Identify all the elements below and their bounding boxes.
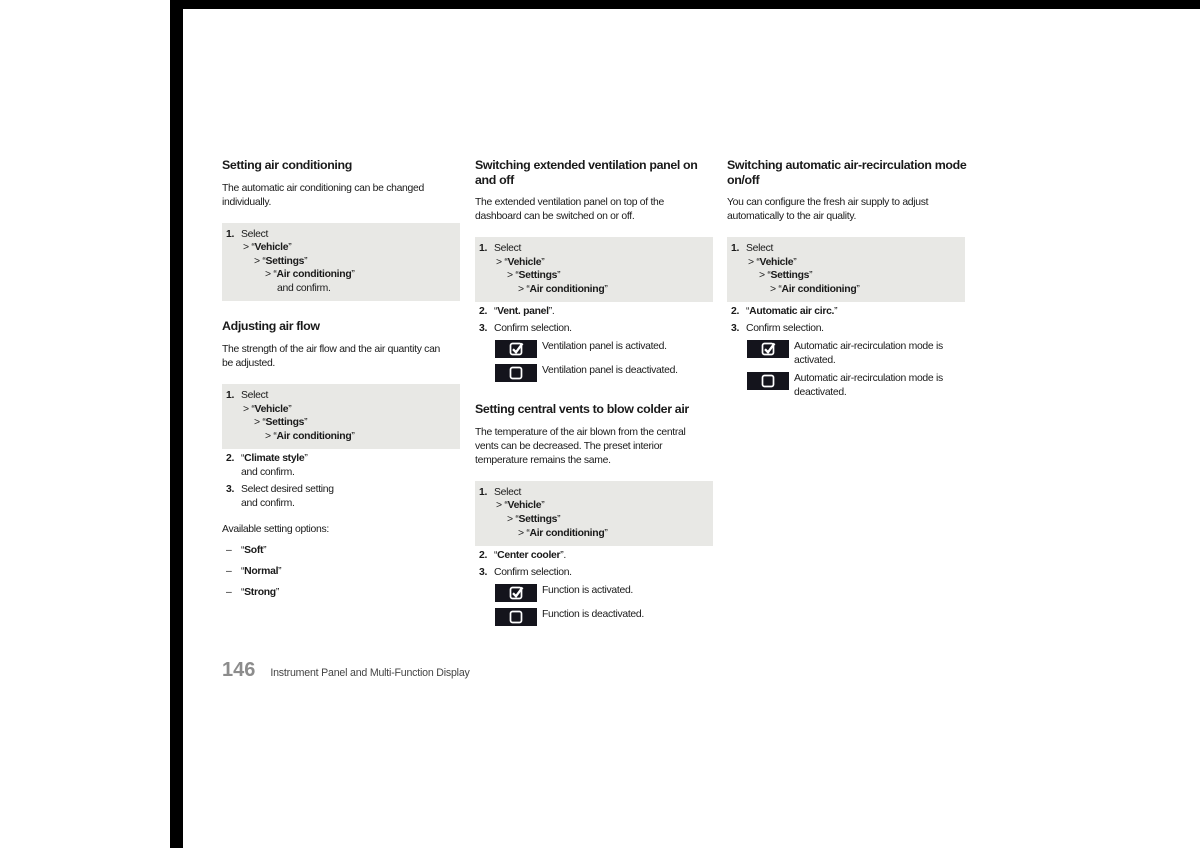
bold-text: Settings: [518, 514, 558, 526]
text: Select: [241, 389, 269, 401]
paragraph: [222, 182, 460, 210]
text-line: Switching extended ventilation panel on: [475, 158, 698, 172]
step-line: [241, 466, 460, 480]
status-row: [727, 340, 965, 368]
text: “: [746, 306, 750, 318]
menu-path-line: [727, 283, 965, 297]
text: ”: [278, 566, 282, 578]
bold-text: Air conditioning: [276, 269, 352, 281]
text: > “: [507, 270, 519, 282]
step-line: [241, 565, 460, 579]
text: ”: [351, 430, 355, 442]
menu-path-line: [222, 228, 460, 242]
list-item: [222, 544, 460, 558]
menu-path-line: [222, 430, 460, 444]
menu-path-line: [475, 242, 713, 256]
text: > “: [507, 514, 519, 526]
menu-path-box: [222, 223, 460, 302]
text: > “: [265, 269, 277, 281]
dash-marker: –: [226, 566, 232, 578]
bold-text: Normal: [244, 566, 279, 578]
menu-path-box: [475, 481, 713, 546]
text: and confirm.: [277, 282, 331, 294]
page-footer: [222, 659, 470, 682]
step-number: 3.: [479, 323, 488, 335]
bold-text: Vehicle: [507, 256, 542, 268]
text: ”: [263, 545, 267, 557]
text: ”: [541, 256, 545, 268]
step-number: 2.: [226, 453, 235, 465]
paragraph: [222, 523, 460, 537]
menu-path-line: [727, 269, 965, 283]
text: Confirm selection.: [746, 323, 824, 335]
bold-text: Soft: [244, 545, 264, 557]
step-line: [241, 497, 460, 511]
bold-text: Air conditioning: [781, 283, 857, 295]
step-line: [494, 566, 713, 580]
column: [727, 158, 965, 400]
section-heading: [475, 402, 713, 417]
bold-text: Climate style: [244, 453, 305, 465]
text-line: Setting central vents to blow colder air: [475, 402, 689, 417]
step-line: [241, 483, 460, 497]
text: > “: [518, 283, 530, 295]
text: “: [494, 550, 498, 562]
bold-text: Center cooler: [497, 550, 561, 562]
dash-marker: –: [226, 587, 232, 599]
step-item: [475, 305, 713, 319]
text: Select: [746, 243, 774, 254]
text: Select desired setting: [241, 484, 334, 496]
text: Confirm selection.: [494, 323, 572, 335]
text: ”: [288, 242, 292, 254]
step-number: 1.: [479, 243, 488, 254]
step-line: [746, 305, 965, 319]
text-line: The temperature of the air blown from the central: [475, 426, 686, 438]
bold-text: Settings: [518, 270, 558, 282]
text: “: [241, 453, 245, 465]
text: “: [494, 306, 498, 318]
paragraph: [475, 196, 713, 224]
step-line: [241, 544, 460, 558]
text: ”.: [548, 306, 555, 318]
step-number: 3.: [479, 567, 488, 579]
menu-path-line: [222, 255, 460, 269]
text: ”: [351, 269, 355, 281]
step-number: 1.: [479, 486, 488, 498]
status-row: [727, 372, 965, 400]
checkbox-unchecked-icon: [495, 364, 537, 382]
text: > “: [496, 256, 508, 268]
bold-text: Air conditioning: [529, 527, 605, 539]
menu-path-line: [475, 486, 713, 500]
text-line: Ventilation panel is activated.: [542, 341, 667, 353]
bold-text: Vehicle: [759, 256, 794, 268]
text: > “: [518, 527, 530, 539]
bold-text: Vehicle: [507, 500, 542, 512]
step-number: 1.: [226, 228, 235, 240]
bold-text: Vehicle: [254, 242, 289, 254]
text-line: Ventilation panel is deactivated.: [542, 365, 678, 377]
text-line: on/off: [727, 172, 760, 187]
step-number: 3.: [731, 323, 740, 335]
text: “: [241, 566, 245, 578]
section-heading: [727, 158, 965, 187]
menu-path-line: [475, 283, 713, 297]
bold-text: Automatic air circ.: [749, 306, 835, 318]
text: ”: [809, 270, 813, 282]
menu-path-line: [475, 269, 713, 283]
text: Select: [241, 228, 269, 240]
text-line: Function is deactivated.: [542, 609, 644, 621]
text: ”: [288, 403, 292, 415]
text: “: [241, 587, 245, 599]
text: “: [241, 545, 245, 557]
checkbox-checked-icon: [495, 584, 537, 602]
text: ”: [304, 417, 308, 429]
bold-text: Air conditioning: [276, 430, 352, 442]
step-number: 2.: [731, 306, 740, 318]
menu-path-line: [727, 256, 965, 270]
text: > “: [265, 430, 277, 442]
text-line: activated.: [794, 355, 836, 367]
column: [222, 158, 460, 600]
menu-path-line: [222, 403, 460, 417]
text: and confirm.: [241, 498, 295, 510]
text-line: be adjusted.: [222, 357, 276, 369]
menu-path-box: [727, 237, 965, 302]
status-row: [475, 584, 713, 604]
text-line: and off: [475, 172, 514, 187]
step-item: [727, 322, 965, 336]
text: > “: [759, 270, 771, 282]
text-line: Setting air conditioning: [222, 158, 352, 172]
column: [475, 158, 713, 628]
step-number: 3.: [226, 484, 235, 496]
bold-text: Strong: [244, 587, 276, 599]
text-line: automatically to the air quality.: [727, 211, 857, 222]
text: > “: [254, 255, 266, 267]
checkbox-checked-icon: [495, 340, 537, 358]
menu-path-line: [475, 513, 713, 527]
step-number: 1.: [226, 389, 235, 401]
menu-path-line: [222, 241, 460, 255]
text: > “: [243, 403, 255, 415]
status-text: [542, 609, 644, 620]
checkbox-checked-icon: [747, 340, 789, 358]
text-line: individually.: [222, 196, 272, 208]
menu-path-line: [222, 389, 460, 403]
text: ”: [557, 514, 561, 526]
text: Select: [494, 486, 522, 498]
text: ”: [304, 255, 308, 267]
step-item: [222, 483, 460, 511]
text-line: Available setting options:: [222, 524, 329, 536]
text: ”: [834, 306, 838, 318]
list-item: [222, 586, 460, 600]
section-heading: [222, 158, 460, 173]
bold-text: Vent. panel: [497, 306, 549, 318]
dash-marker: –: [226, 545, 232, 557]
text: > “: [748, 256, 760, 268]
paragraph: [222, 343, 460, 371]
text-line: deactivated.: [794, 387, 847, 399]
menu-path-line: [475, 527, 713, 541]
text-line: dashboard can be switched on or off.: [475, 211, 635, 222]
step-item: [475, 566, 713, 580]
text-line: temperature remains the same.: [475, 454, 611, 466]
text: Confirm selection.: [494, 567, 572, 579]
step-line: [494, 305, 713, 319]
step-item: [222, 452, 460, 480]
section-heading: [222, 319, 460, 334]
status-row: [475, 608, 713, 628]
text-line: vents can be decreased. The preset interior: [475, 440, 663, 452]
status-row: [475, 364, 713, 384]
step-line: [494, 549, 713, 563]
step-line: [241, 452, 460, 466]
bold-text: Vehicle: [254, 403, 289, 415]
step-line: [494, 322, 713, 336]
menu-path-box: [222, 384, 460, 449]
text: > “: [496, 500, 508, 512]
list-item: [222, 565, 460, 579]
menu-path-line: [222, 268, 460, 282]
page-edge-left: [170, 0, 183, 848]
page-edge-top: [170, 0, 1200, 9]
status-text: [794, 341, 943, 366]
menu-path-line: [727, 242, 965, 256]
menu-path-line: [222, 416, 460, 430]
text: ”: [557, 270, 561, 282]
step-item: [475, 549, 713, 563]
step-number: 2.: [479, 306, 488, 318]
bold-text: Settings: [770, 270, 810, 282]
text-line: Automatic air-recirculation mode is: [794, 373, 943, 385]
text: > “: [770, 283, 782, 295]
text-line: Function is activated.: [542, 585, 634, 597]
step-item: [475, 322, 713, 336]
text: > “: [243, 242, 255, 254]
text: ”: [793, 256, 797, 268]
text: ”: [275, 587, 280, 599]
step-number: 2.: [479, 550, 488, 562]
text: ”: [604, 527, 608, 539]
bold-text: Settings: [265, 255, 305, 267]
page-number: 146: [222, 659, 256, 681]
status-text: [542, 341, 667, 352]
text: Select: [494, 243, 522, 254]
status-text: [542, 585, 633, 596]
text: and confirm.: [241, 467, 295, 479]
text: ”: [304, 453, 308, 465]
step-line: [746, 322, 965, 336]
menu-path-line: [475, 256, 713, 270]
step-number: 1.: [731, 243, 740, 254]
menu-path-box: [475, 237, 713, 302]
text-line: Switching automatic air-recirculation mode: [727, 158, 967, 172]
text: > “: [254, 417, 266, 429]
checkbox-unchecked-icon: [495, 608, 537, 626]
step-line: [241, 586, 460, 600]
text-line: The automatic air conditioning can be changed: [222, 182, 424, 194]
paragraph: [727, 196, 965, 224]
text: ”: [856, 283, 860, 295]
step-item: [727, 305, 965, 319]
status-text: [542, 365, 678, 376]
status-row: [475, 340, 713, 360]
text-line: Automatic air-recirculation mode is: [794, 341, 943, 353]
text-line: Adjusting air flow: [222, 319, 320, 334]
text-line: The extended ventilation panel on top of the: [475, 197, 664, 208]
menu-path-line: [222, 282, 460, 296]
chapter-title: Instrument Panel and Multi-Function Display: [270, 667, 470, 679]
paragraph: [475, 426, 713, 468]
text: ”.: [560, 550, 567, 562]
text: ”: [604, 283, 608, 295]
text: ”: [541, 500, 545, 512]
text-line: The strength of the air flow and the air quantity can: [222, 343, 441, 355]
status-text: [794, 373, 943, 398]
text-line: You can configure the fresh air supply to adjust: [727, 197, 929, 208]
menu-path-line: [475, 499, 713, 513]
bold-text: Air conditioning: [529, 283, 605, 295]
bold-text: Settings: [265, 417, 305, 429]
checkbox-unchecked-icon: [747, 372, 789, 390]
section-heading: [475, 158, 713, 187]
